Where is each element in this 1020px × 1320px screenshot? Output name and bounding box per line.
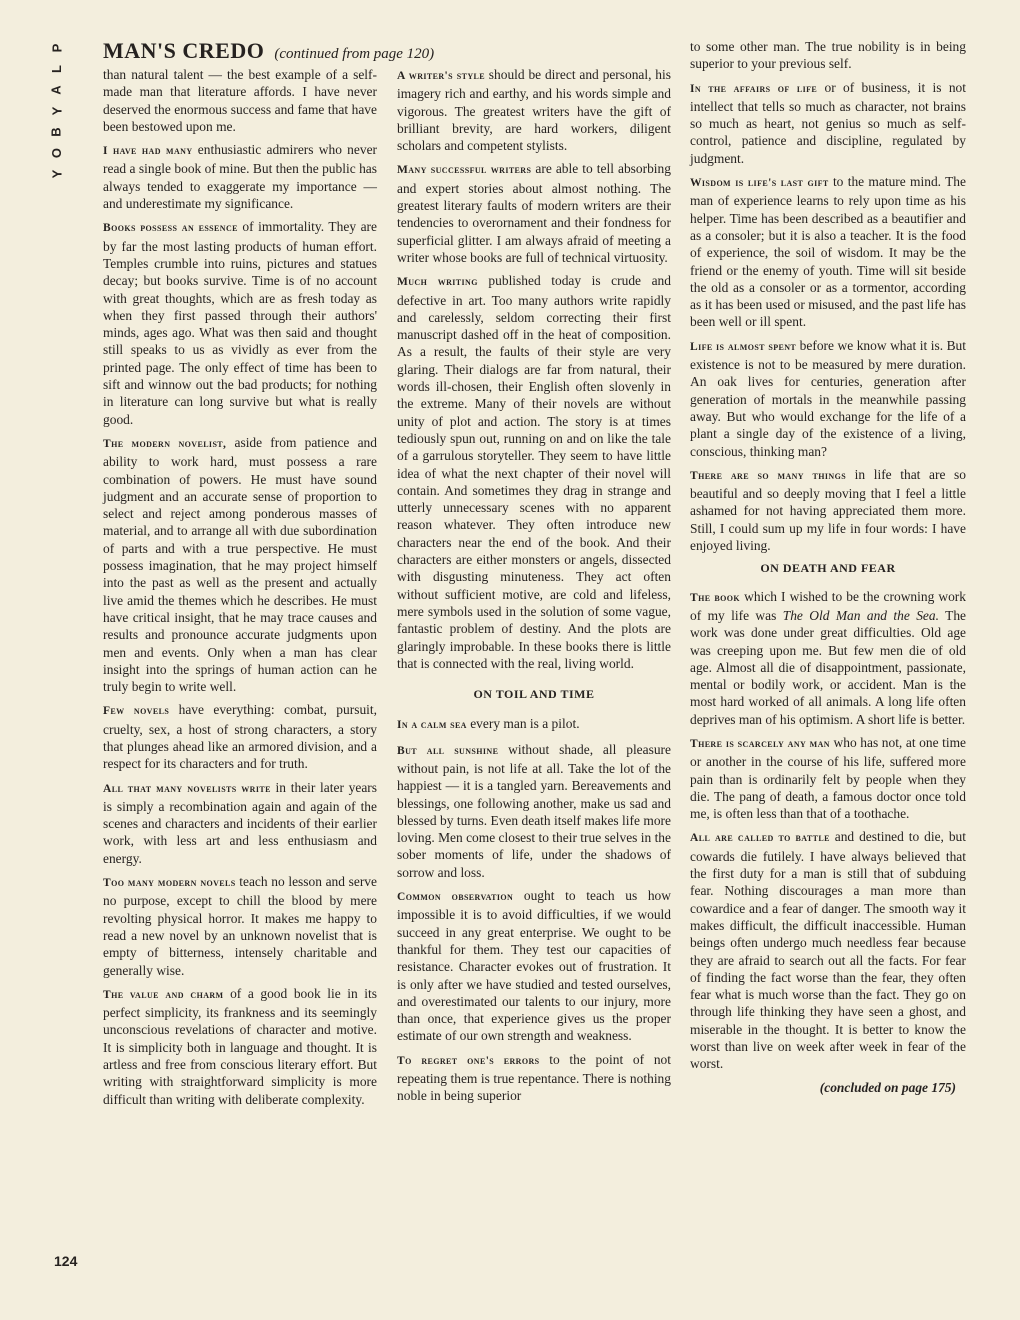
paragraph: [103, 779, 377, 867]
paragraph-text: in their later years is simply a recombination again and again of the scenes and characters and incidents of their earlier work, with less art and less enthusiasm and energy.: [103, 779, 377, 866]
section-heading-toil: ON TOIL AND TIME: [473, 687, 595, 702]
paragraph-text: teach no lesson and serve no purpose, except to chill the blood by mere revolting physical horror. It makes me happy to read a new novel by an unknown novelist that is empty of bitterness, intensely charitable and generally wise.: [103, 874, 377, 978]
paragraph-lead: There is scarcely any man: [690, 737, 830, 750]
paragraph: [690, 588, 966, 728]
paragraph-text: of immortality. They are by far the most lasting products of human effort. Temples crumble into ruins, pictures and statues decay; but books survive. Time is of no account with great thoughts, which are as fresh today as when they first passed through their authors' minds, ages ago. What was then said and thought still speaks to us as vividly as ever from the printed page. The only effect of time has been to sift and winnow out the bad products; for nothing in literature can long survive but what is really good.: [103, 219, 377, 427]
paragraph: [690, 173, 966, 331]
paragraph: [690, 79, 966, 167]
paragraph-text: The work was done under great difficulties. Old age was creeping upon me. But few men die of old age. Almost all die of disappointment, passionate, mental or bodily work, or accident. Man is the most hard worked of all animals. A long life often deprives man of his optimism. A short life is better.: [690, 607, 967, 727]
paragraph-lead: Few novels: [103, 705, 170, 718]
column-2: [397, 66, 671, 1111]
paragraph: [103, 66, 377, 135]
paragraph-lead: The modern novelist,: [103, 437, 227, 450]
paragraph-text: enthusiastic admirers who never read a single book of mine. But then the public has always tended to exaggerate my importance — and underestimate my significance.: [103, 142, 378, 212]
paragraph-text: of a good book lie in its perfect simplicity, its frankness and its seemingly unconscious revelations of character and motive. It is simplicity both in language and thought. It is artless and free from conscious literary effort. But writing with straightforward simplicity is more difficult than writing with deliberate complexity.: [103, 985, 377, 1107]
column-3: [690, 38, 966, 1096]
paragraph-lead: All that many novelists write: [103, 782, 271, 795]
paragraph-lead: In the affairs of life: [690, 82, 818, 95]
paragraph: [690, 337, 966, 460]
paragraph-lead: Life is almost spent: [690, 340, 797, 353]
paragraph-text: without shade, all pleasure without pain, is not life at all. Take the lot of the happiest — it is a tangled yarn. Bereavements and blessings, one following another, make us sad and blessed by turns. Even death itself makes life more loving. Men come closest to their true selves in the sober moments of life, under the shadows of sorrow and loss.: [397, 741, 671, 880]
article-header: [103, 38, 434, 64]
paragraph-text: or of business, it is not intellect that tells so much as character, not brains so much as heart, not genius so much as self-control, patience and discipline, regulated by judgment.: [690, 79, 967, 166]
paragraph-lead: Wisdom is life's last gift: [690, 177, 829, 190]
paragraph-text: in life that are so beautiful and so deeply moving that I feel a little ashamed for not having appreciated them more. Still, I could sum up my life in four words: I have enjoyed living.: [690, 466, 966, 554]
masthead-letter: A: [49, 85, 65, 95]
masthead-letter: O: [49, 147, 65, 159]
paragraph: [103, 218, 377, 428]
paragraph: [690, 38, 966, 73]
paragraph: [103, 141, 377, 212]
paragraph: [397, 66, 671, 154]
paragraph-lead: Many successful writers: [397, 164, 532, 177]
paragraph-text: to the mature mind. The man of experience learns to rely upon time as his helper. Time has been described as a beautifier and as a consoler; but it is also a teacher. It is the food of experience, the soil of wisdom. It may be the friend or the enemy of youth. Time will sit beside the old as a consoler or as a tormentor, according as it has been used or misused, and the past life has been well or ill spent.: [690, 174, 966, 330]
paragraph-text: every man is a pilot.: [466, 716, 580, 732]
paragraph-lead: All are called to battle: [690, 832, 830, 845]
paragraph-lead: To regret one's errors: [397, 1054, 540, 1067]
paragraph-lead: In a calm sea: [397, 719, 467, 732]
column-1: [103, 66, 377, 1114]
concluded-note: (concluded on page 175): [819, 1079, 956, 1095]
paragraph: [397, 272, 671, 672]
paragraph-text: should be direct and personal, his imagery rich and earthy, and his words simple and vigorous. The greatest writers have the gift of brilliant brevity, are hard workers, diligent scholars and competent stylists.: [397, 67, 671, 154]
paragraph-lead: A writer's style: [397, 70, 485, 82]
paragraph: [397, 741, 671, 881]
paragraph-text: to some other man. The true nobility is in being superior to your previous self.: [690, 39, 966, 72]
paragraph: [690, 734, 966, 822]
paragraph-text: ought to teach us how impossible it is to avoid difficulties, if we would succeed in any great enterprise. We ought to be thankful for them. They test our capacities of resistance. Character evokes out of frustration. It is only after we have studied and tested ourselves, and overestimated our talents to our injury, more than once, that experience gives us the proper estimate of our own strength and weakness.: [397, 888, 671, 1044]
article-title: MAN'S CREDO: [103, 38, 265, 63]
paragraph-lead: Much writing: [397, 276, 478, 289]
paragraph-lead: There are so many things: [690, 469, 847, 482]
book-title: The Old Man and the Sea.: [782, 607, 939, 623]
paragraph-lead: But all sunshine: [397, 744, 499, 757]
paragraph: [690, 466, 966, 554]
section-heading-death: ON DEATH AND FEAR: [760, 561, 896, 576]
paragraph-lead: The value and charm: [103, 988, 224, 1001]
masthead-vertical: [49, 40, 65, 182]
paragraph: [397, 160, 671, 266]
paragraph-lead: The book: [690, 591, 741, 604]
masthead-letter: L: [49, 65, 65, 73]
paragraph-text: have everything: combat, pursuit, cruelty, sex, a host of strong characters, a story that plunges ahead like an armored division, and a respect for its characters and for truth.: [103, 702, 377, 772]
paragraph-lead: Too many modern novels: [103, 877, 236, 890]
paragraph-text: which I wished to be the crowning work of my life was: [690, 588, 966, 623]
paragraph: [690, 828, 966, 1072]
paragraph-lead: Books possess an essence: [103, 222, 238, 235]
paragraph-text: to the point of not repeating them is true repentance. There is nothing noble in being superior: [397, 1051, 671, 1104]
paragraph-text: aside from patience and ability to work hard, must possess a rare combination of powers. He must have sound judgment and an accurate sense of proportion to select and reject among ponderous masses of material, and to arrange all with due subordination of parts and with a true perspective. He must possess imagination, that he may project himself into the past as well as the present and actually live amid the themes which he describes. He must have critical insight, that he may trace causes and results and pronounce accurate judgments upon men and events. Only when a man has clear insight into the springs of human action can he truly begin to write well.: [103, 434, 377, 695]
paragraph-lead: Common observation: [397, 891, 514, 904]
paragraph-text: published today is crude and defective in art. Too many authors write rapidly and carelessly, seldom correcting their first manuscript dashed off in the heat of composition. As a result, the faults of their style are very glaring. Their dialogs are far from natural, their words ill-chosen, their English often slovenly in the extreme. Many of their novels are without unity of plot and action. The story is at times tediously spun out, running on and on like the tale of a garrulous storyteller. They seem to have little idea of what the next chapter of their novel will contain. And sometimes they drag in strange and utterly unnecessary scenes with no apparent reason whatever. They often introduce new characters near the end of the book. And their characters are either monsters or angels, dissected with disgusting minuteness. They act often without sufficient motive, are cold and lifeless, mere symbols used in the solution of some vague, fantastic problem of destiny. And the plots are glaringly improbable. In these books there is little that is connected with the real, living world.: [397, 273, 671, 671]
continued-note: (continued from page 120): [274, 46, 435, 62]
paragraph: [103, 434, 377, 695]
paragraph-text: and destined to die, but cowards die futilely. I have always believed that the first duty for a man is still that of subduing fear. Nothing discourages a man more than cowardice and a fear of danger. The smooth way it makes difficult, the difficult inaccessible. Human beings often undergo much needless fear because they are afraid to search out all the facts. For fear of finding the fact worse than the fear, they often fear what is much worse than the fact. They go on through life thinking they have seen a ghost, and miserable in the thought. It is better to know the worst than live on week after week in fear of the worst.: [690, 829, 966, 1072]
masthead-letter: Y: [49, 106, 65, 116]
paragraph-text: than natural talent — the best example of a self-made man that literature affords. I have never deserved the enormous success and fame that have been bestowed upon me.: [103, 67, 377, 134]
paragraph: [397, 715, 671, 734]
page-number: 124: [54, 1253, 78, 1269]
paragraph: [103, 873, 377, 979]
paragraph-text: are able to tell absorbing and expert stories about almost nothing. The greatest literary faults of modern writers are their tendencies to overornament and their fondness for superficial glitter. I am always afraid of meeting a writer whose books are full of technical virtuosity.: [397, 161, 671, 265]
paragraph: [397, 887, 671, 1045]
paragraph-lead: I have had many: [103, 145, 193, 158]
paragraph: [397, 1051, 671, 1105]
masthead-letter: Y: [49, 169, 65, 179]
paragraph: [103, 701, 377, 772]
paragraph-text: who has not, at one time or another in the course of his life, suffered more pain than is ordinarily felt by people when they die. The pang of death, a famous doctor once told me, is often less than that of a toothache.: [690, 734, 966, 822]
paragraph: [103, 985, 377, 1108]
paragraph-text: before we know what it is. But existence is not to be measured by mere duration. An oak lives for centuries, generation after generation of mortals in the meanwhile passing away. But who would exchange for the life of a plant a single day of the existence of a living, conscious, thinking man?: [690, 337, 966, 459]
masthead-letter: P: [49, 43, 65, 53]
masthead-letter: B: [49, 127, 65, 137]
